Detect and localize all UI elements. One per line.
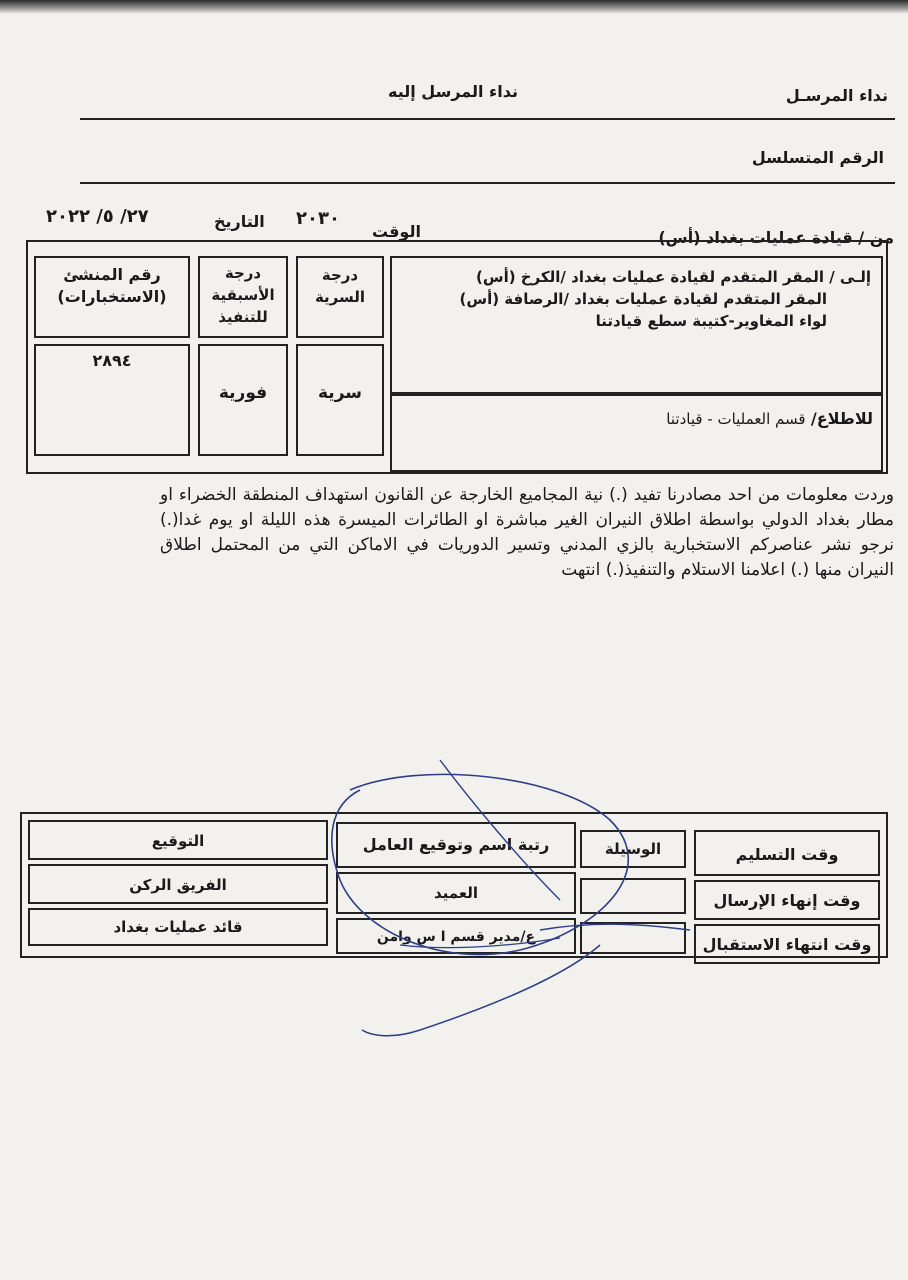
recipient-1: المقر المتقدم لقيادة عمليات بغداد /الكرخ (أس) xyxy=(476,268,824,286)
time-value: ٢٠٣٠ xyxy=(296,208,340,229)
from-line: من / قيادة عمليات بغداد (أس) xyxy=(658,228,894,247)
receive-end-label: وقت انتهاء الاستقبال xyxy=(702,935,872,954)
recipient-3: لواء المغاوير-كتيبة سطع قيادتنا xyxy=(595,312,827,330)
origin-header: رقم المنشئ (الاستخبارات) xyxy=(57,265,167,306)
secrecy-header: درجة السرية xyxy=(314,266,366,306)
recipient-2: المقر المتقدم لقيادة عمليات بغداد /الرصافة (أس) xyxy=(459,290,827,308)
date-label: التاريخ xyxy=(214,212,265,231)
signer-title: قائد عمليات بغداد xyxy=(113,918,243,936)
secrecy-value: سرية xyxy=(318,383,362,403)
signer-rank: الفريق الركن xyxy=(129,876,227,894)
priority-header: درجة الأسبقية للتنفيذ xyxy=(211,264,275,326)
delivery-time-label: وقت التسليم xyxy=(735,845,839,864)
time-label: الوقت xyxy=(372,222,421,241)
to-label: إلـى / xyxy=(829,268,871,286)
operator-name: ع/مدير قسم ا س وامن xyxy=(376,929,536,945)
operator-rank: العميد xyxy=(433,884,479,902)
message-body: وردت معلومات من احد مصادرنا تفيد (.) نية المجاميع الخارجة عن القانون استهداف المنطقة الخضراء او مطار بغداد الدولي بواسطة اطلاق النيران الغير مباشرة او الطائرات الميسرة هذه الليلة او يوم غدا(.) نرجو نشر عناصركم الاستخبارية بالزي المدني وتسير الدوريات في الاماكن التي من المحتمل اطلاق النيران منها (.) اعلامنا الاستلام والتنفيذ(.) انتهت xyxy=(160,485,894,580)
priority-value: فورية xyxy=(218,383,268,403)
means-header: الوسيلة xyxy=(604,840,662,858)
signature-header: التوقيع xyxy=(151,832,205,850)
date-value: ٢٧/ ٥/ ٢٠٢٢ xyxy=(46,206,149,227)
origin-value: ٢٨٩٤ xyxy=(92,351,132,370)
sender-call-label: نداء المرسـل xyxy=(785,86,888,105)
send-end-label: وقت إنهاء الإرسال xyxy=(713,891,861,910)
operator-header: رتبة اسم وتوقيع العامل xyxy=(362,835,550,854)
info-label: للاطلاع/ xyxy=(810,409,873,428)
info-text: قسم العمليات - قيادتنا xyxy=(666,410,806,428)
serial-number-label: الرقم المتسلسل xyxy=(751,148,884,167)
recipient-call-label: نداء المرسل إليه xyxy=(388,82,518,101)
